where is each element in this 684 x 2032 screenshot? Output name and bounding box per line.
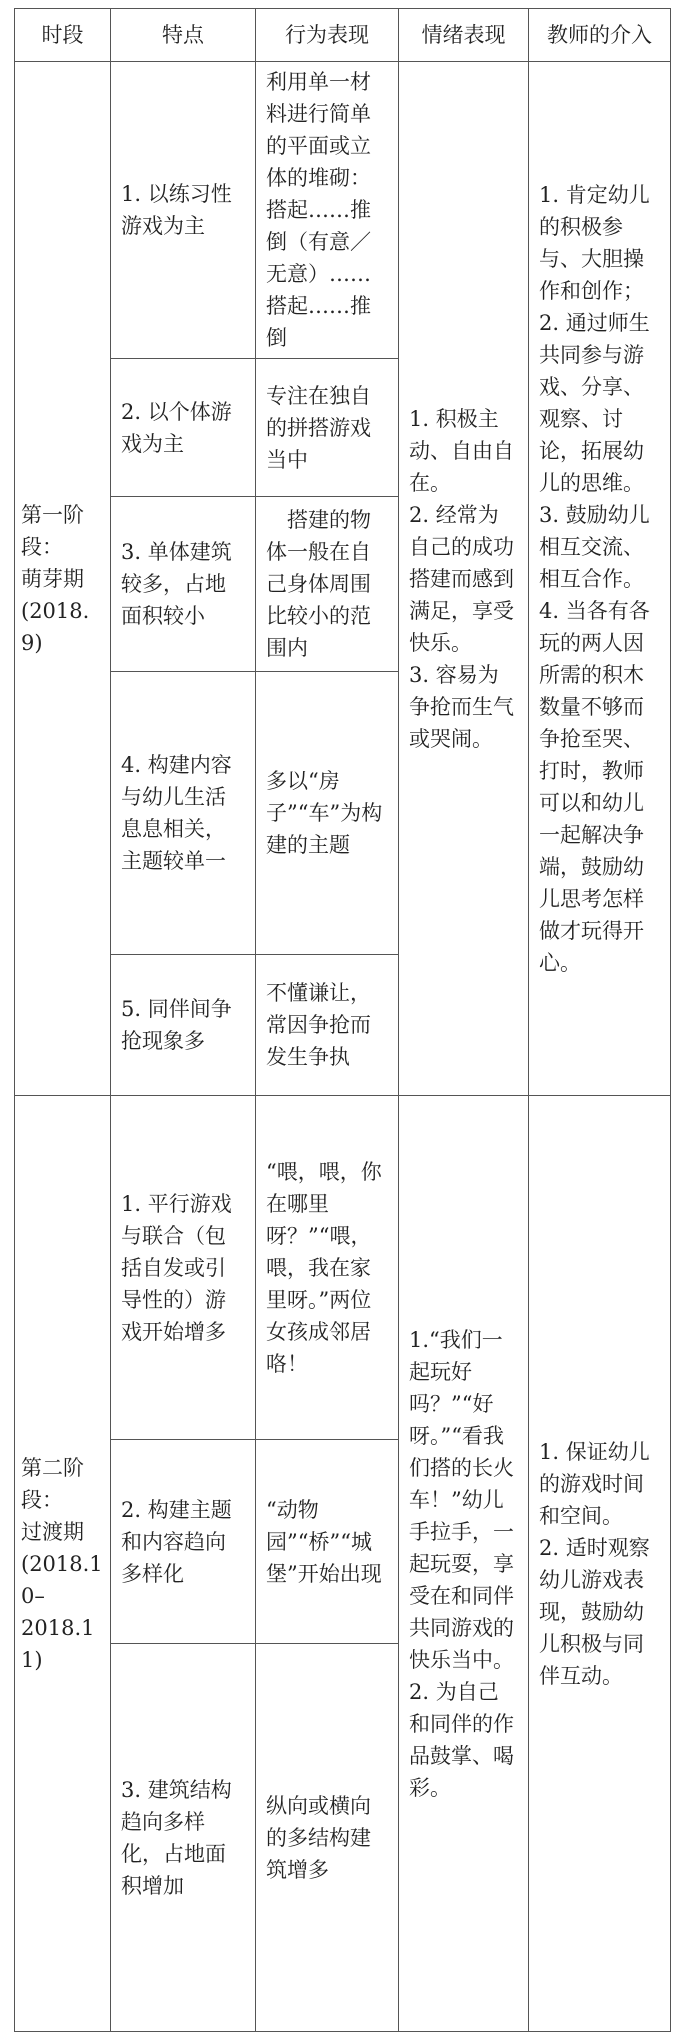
stage2-period: 第二阶段： 过渡期 (2018.10– 2018.11): [15, 1096, 111, 2032]
stage1-feature-5: 5. 同伴间争抢现象多: [111, 955, 256, 1096]
stage1-feature-2: 2. 以个体游戏为主: [111, 359, 256, 497]
stage1-feature-1: 1. 以练习性游戏为主: [111, 62, 256, 359]
stage2-behavior-1: “喂，喂，你在哪里呀？”“喂，喂，我在家里呀。”两位女孩成邻居咯！: [256, 1096, 399, 1440]
stage2-row-1: [15, 1096, 671, 1440]
stage1-period: 第一阶段： 萌芽期 (2018.9): [15, 62, 111, 1096]
stage2-feature-3: 3. 建筑结构趋向多样化，占地面积增加: [111, 1644, 256, 2032]
header-emotion: 情绪表现: [399, 9, 529, 62]
stage1-behavior-3: 搭建的物体一般在自己身体周围比较小的范围内: [256, 497, 399, 672]
header-behavior: 行为表现: [256, 9, 399, 62]
stage1-behavior-4: 多以“房子”“车”为构建的主题: [256, 672, 399, 955]
stage2-feature-1: 1. 平行游戏与联合（包括自发或引导性的）游戏开始增多: [111, 1096, 256, 1440]
stage2-feature-2: 2. 构建主题和内容趋向多样化: [111, 1440, 256, 1644]
stage1-behavior-2: 专注在独自的拼搭游戏当中: [256, 359, 399, 497]
stage1-emotion: 1. 积极主动、自由自在。 2. 经常为自己的成功搭建而感到满足，享受快乐。 3. 容易为争抢而生气或哭闹。: [399, 62, 529, 1096]
stage2-behavior-2: “动物园”“桥”“城堡”开始出现: [256, 1440, 399, 1644]
header-feature: 特点: [111, 9, 256, 62]
stage2-teacher: 1. 保证幼儿的游戏时间和空间。 2. 适时观察幼儿游戏表现，鼓励幼儿积极与同伴互动。: [529, 1096, 671, 2032]
stage1-behavior-1: 利用单一材料进行简单的平面或立体的堆砌：搭起……推倒（有意／无意）……搭起……推倒: [256, 62, 399, 359]
stage2-behavior-3: 纵向或横向的多结构建筑增多: [256, 1644, 399, 2032]
stage-table: [14, 8, 671, 2032]
stage1-behavior-5: 不懂谦让，常因争抢而发生争执: [256, 955, 399, 1096]
stage2-emotion: 1.“我们一起玩好吗？”“好呀。”“看我们搭的长火车！”幼儿手拉手，一起玩耍，享受在和同伴共同游戏的快乐当中。 2. 为自己和同伴的作品鼓掌、喝彩。: [399, 1096, 529, 2032]
header-teacher: 教师的介入: [529, 9, 671, 62]
stage1-row-1: [15, 62, 671, 359]
stage1-teacher: 1. 肯定幼儿的积极参与、大胆操作和创作； 2. 通过师生共同参与游戏、分享、观察、讨论，拓展幼儿的思维。 3. 鼓励幼儿相互交流、相互合作。 4. 当各有各玩的两人因所需的积木数量不够而争抢至哭、打时，教师可以和幼儿一起解决争端，鼓励幼儿思考怎样做才玩得开心。: [529, 62, 671, 1096]
header-period: 时段: [15, 9, 111, 62]
header-row: [15, 9, 671, 62]
stage1-feature-4: 4. 构建内容与幼儿生活息息相关，主题较单一: [111, 672, 256, 955]
stage1-feature-3: 3. 单体建筑较多，占地面积较小: [111, 497, 256, 672]
